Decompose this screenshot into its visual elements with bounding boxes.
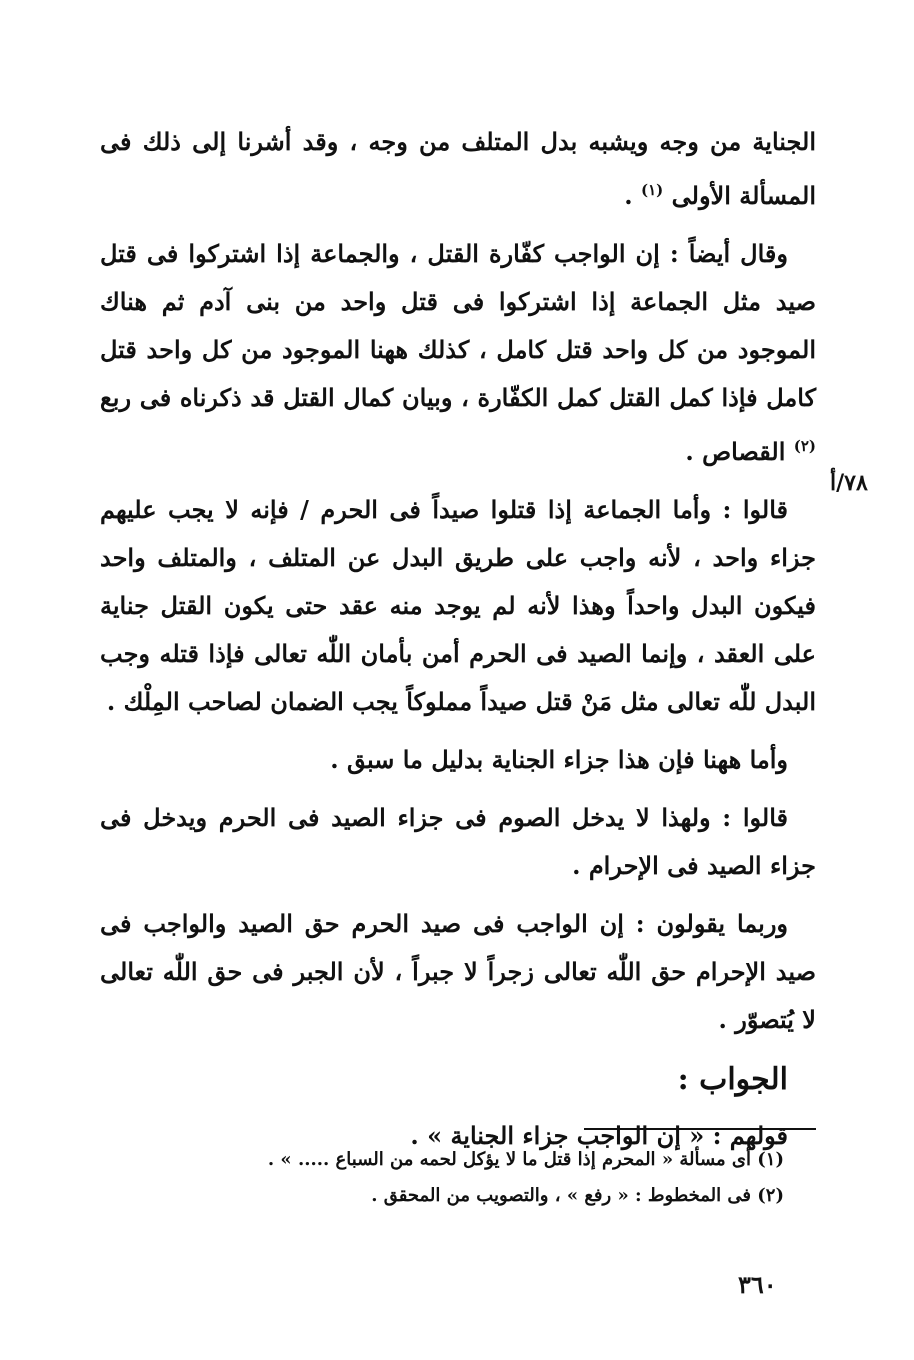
paragraph-1-text: الجناية من وجه ويشبه بدل المتلف من وجه ، وقد أشرنا إلى ذلك فى المسألة الأولى <box>100 127 816 210</box>
paragraph-6: وربما يقولون : إن الواجب فى صيد الحرم حق الصيد والواجب فى صيد الإحرام حق اللّٰه تعالى زجراً لا جبراً ، لأن الجبر فى حق اللّٰه تعالى لا يُتصوّر . <box>100 909 816 1034</box>
paragraph-2-text: وقال أيضاً : إن الواجب كفّارة القتل ، والجماعة إذا اشتركوا فى قتل صيد مثل الجماعة إذا اشتركوا فى قتل واحد من بنى آدم ثم هناك الموجود من كل واحد قتل كامل ، كذلك ههنا الموجود من كل واحد قتل كامل فإذا كمل القتل كمل الكفّارة ، وبيان كمال القتل قد ذكرناه فى ربع <box>100 239 816 412</box>
paragraph-1 <box>100 118 816 220</box>
footnote-1: (١) أى مسألة « المحرم إذا قتل ما لا يؤكل لحمه من السباع ..... » . <box>267 1149 784 1170</box>
paragraph-7: قولهم : « إن الواجب جزاء الجناية » . <box>410 1121 788 1150</box>
footnote-ref-2[interactable]: (٢) <box>793 437 816 455</box>
footnote-2: (٢) فى المخطوط : « رفع » ، والتصويب من المحقق . <box>371 1185 784 1206</box>
paragraph-3: قالوا : وأما الجماعة إذا قتلوا صيداً فى الحرم / فإنه لا يجب عليهم جزاء واحد ، لأنه واجب على طريق البدل عن المتلف ، والمتلف واحد فيكون البدل واحداً وهذا لأنه لم يوجد منه عقد حتى يكون القتل جناية على العقد ، وإنما الصيد فى الحرم أمن بأمان اللّٰه تعالى فإذا قتله وجب البدل للّٰه تعالى مثل مَنْ قتل صيداً مملوكاً يجب الضمان لصاحب المِلْك . <box>100 495 816 716</box>
paragraph-2 <box>100 230 816 476</box>
margin-folio-reference: ٧٨/أ <box>830 470 868 496</box>
main-text <box>100 118 816 1170</box>
page-number: ٣٦٠ <box>738 1270 777 1299</box>
paragraph-1-end: . <box>624 181 641 210</box>
section-heading: الجواب : <box>677 1062 788 1097</box>
footnotes <box>120 1142 784 1214</box>
footnote-divider <box>584 1128 816 1130</box>
footnote-ref-1[interactable]: (١) <box>640 181 664 199</box>
paragraph-2-end: القصاص . <box>685 437 794 466</box>
paragraph-4: وأما ههنا فإن هذا جزاء الجناية بدليل ما سبق . <box>330 745 788 774</box>
paragraph-5: قالوا : ولهذا لا يدخل الصوم فى جزاء الصيد فى الحرم ويدخل فى جزاء الصيد فى الإحرام . <box>100 803 816 880</box>
